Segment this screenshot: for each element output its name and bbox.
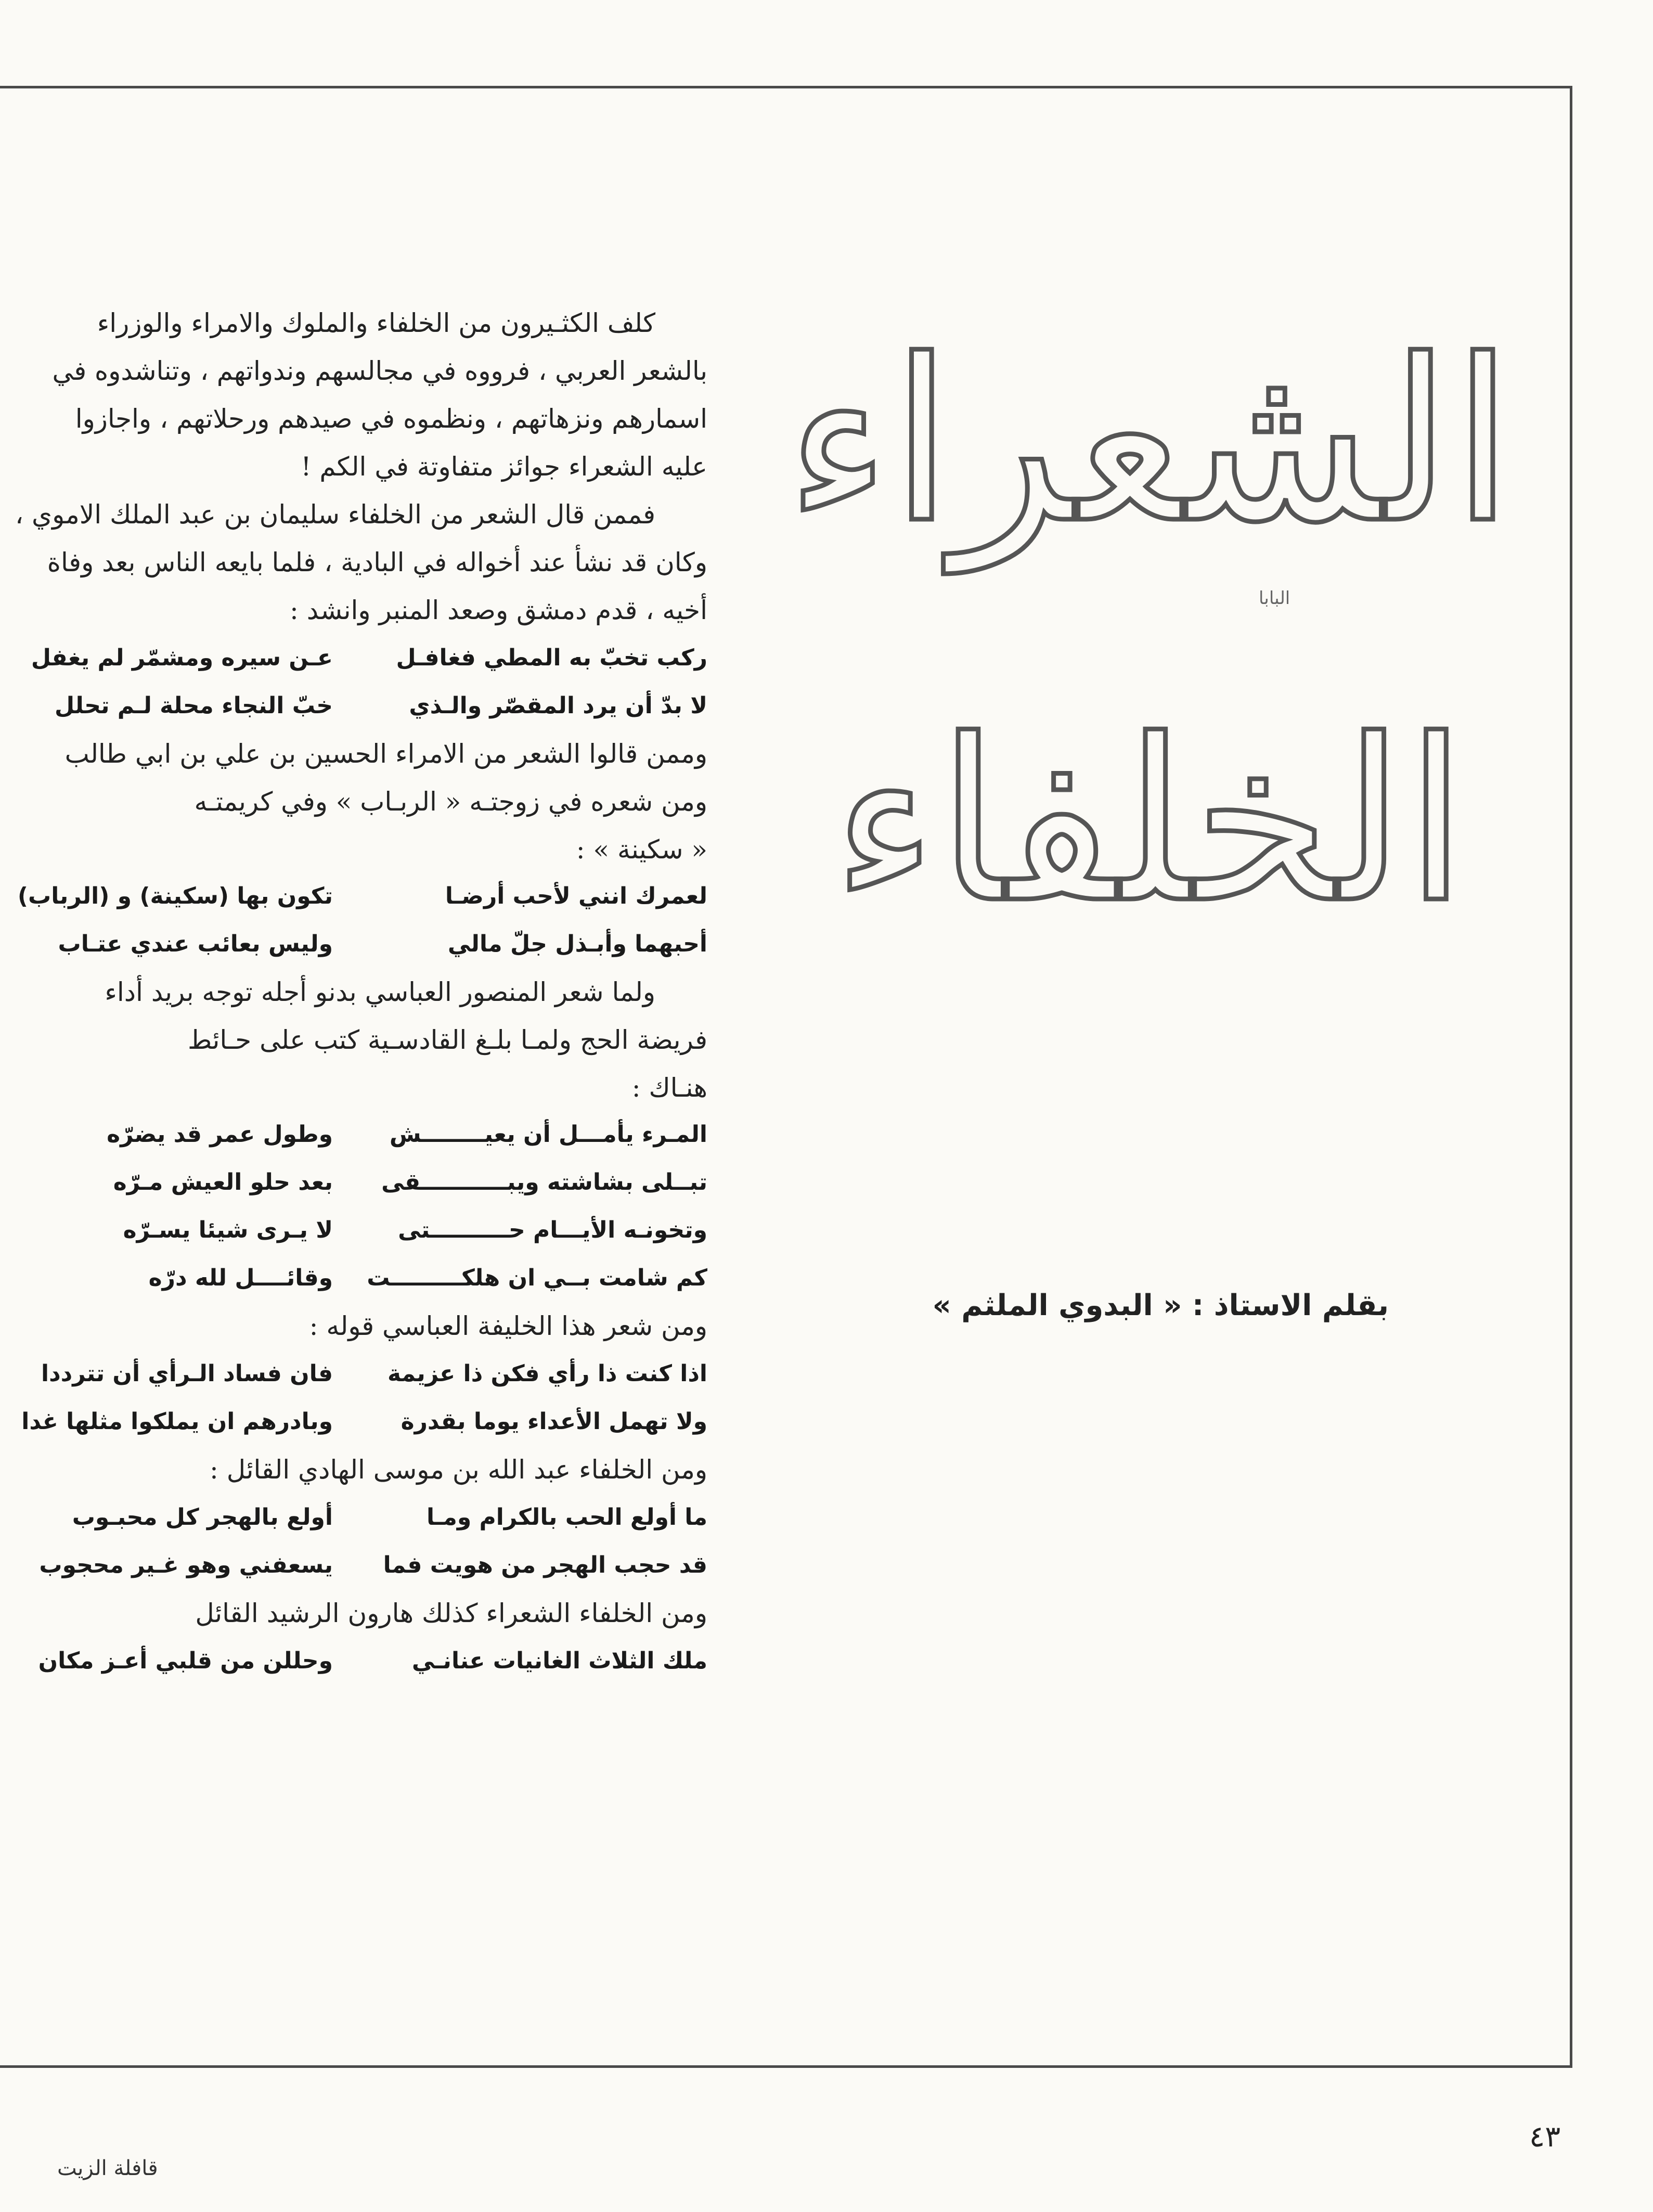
- frame-right-rule: [1570, 86, 1572, 2068]
- verse-second-hemistich: وقائــــل لله درّه: [148, 1265, 333, 1291]
- verse-line: [0, 1541, 707, 1589]
- frame-bottom-rule: [0, 2065, 1572, 2068]
- verse-first-hemistich: أحبهما وأبـذل جلّ مالي: [447, 931, 707, 957]
- verse-line: [0, 1637, 707, 1685]
- verse-second-hemistich: بعد حلو العيش مـرّه: [113, 1169, 333, 1195]
- verse-second-hemistich: وطول عمر قد يضرّه: [107, 1121, 333, 1148]
- paragraph-line: اسمارهم ونزهاتهم ، ونظموه في صيدهم ورحلاتهم ، واجازوا: [75, 404, 707, 434]
- title-line-2: الخلفاء: [832, 692, 1467, 952]
- frame-top-rule: [0, 86, 1572, 88]
- verse-first-hemistich: وتخونـه الأيـــام حــــــــــتى: [398, 1217, 707, 1243]
- verse-second-hemistich: تكون بها (سكينة) و (الرباب): [17, 883, 333, 909]
- paragraph-line: ومن شعره في زوجتـه « الربـاب » وفي كريمتـه: [194, 787, 707, 817]
- verse-line: [0, 634, 707, 682]
- paragraph-line: فريضة الحج ولمـا بلـغ القادسـية كتب على حـائط: [188, 1025, 707, 1055]
- verse-first-hemistich: ما أولع الحب بالكرام ومـا: [427, 1504, 707, 1531]
- verse-line: [0, 1206, 707, 1254]
- paragraph-line: ومن الخلفاء الشعراء كذلك هارون الرشيد القائل: [195, 1598, 707, 1628]
- title-line-1: الشعراء: [785, 312, 1514, 572]
- verse-line: [0, 1159, 707, 1206]
- paragraph-line: عليه الشعراء جوائز متفاوتة في الكم !: [301, 452, 707, 482]
- verse-second-hemistich: وحللن من قلبي أعـز مكان: [38, 1648, 333, 1674]
- verse-line: [0, 1398, 707, 1446]
- verse-second-hemistich: أولع بالهجر كل محبـوب: [72, 1504, 333, 1531]
- verse-line: [0, 682, 707, 730]
- paragraph-line: ولما شعر المنصور العباسي بدنو أجله توجه بريد أداء: [105, 977, 655, 1007]
- author-byline: بقلم الاستاذ : « البدوي الملثم »: [932, 1289, 1389, 1322]
- article-title: [780, 281, 1519, 1072]
- paragraph-line: « سكينة » :: [576, 834, 707, 865]
- verse-second-hemistich: يسعفني وهو غـير محجوب: [39, 1552, 333, 1578]
- paragraph-line: أخيه ، قدم دمشق وصعد المنبر وانشد :: [290, 595, 707, 625]
- verse-second-hemistich: وبادرهم ان يملكوا مثلها غدا: [21, 1408, 333, 1435]
- verse-second-hemistich: عـن سيره ومشمّر لم يغفل: [31, 645, 333, 671]
- verse-first-hemistich: كم شامت بــي ان هلكـــــــــت: [367, 1265, 707, 1291]
- verse-first-hemistich: المـرء يأمـــل أن يعيــــــــش: [389, 1121, 707, 1148]
- paragraph-line: وكان قد نشأ عند أخواله في البادية ، فلما بايعه الناس بعد وفاة: [47, 547, 707, 577]
- paragraph-line: ومن الخلفاء عبد الله بن موسى الهادي القائل :: [209, 1455, 707, 1485]
- verse-first-hemistich: تبــلى بشاشته ويبـــــــــــقى: [381, 1169, 707, 1195]
- paragraph-line: كلف الكثـيرون من الخلفاء والملوك والامراء والوزراء: [97, 308, 655, 338]
- verse-first-hemistich: لا بدّ أن يرد المقصّر والـذي: [409, 692, 707, 719]
- verse-line: [0, 920, 707, 968]
- verse-line: [0, 872, 707, 920]
- verse-line: [0, 1494, 707, 1541]
- verse-line: [0, 1254, 707, 1302]
- verse-line: [0, 1350, 707, 1398]
- verse-first-hemistich: قد حجب الهجر من هويت فما: [383, 1552, 707, 1578]
- paragraph-line: ومن شعر هذا الخليفة العباسي قوله :: [309, 1311, 707, 1341]
- verse-second-hemistich: وليس بعائب عندي عتـاب: [58, 931, 333, 957]
- paragraph-line: وممن قالوا الشعر من الامراء الحسين بن علي بن ابي طالب: [64, 739, 707, 769]
- paragraph-line: هنـاك :: [631, 1073, 707, 1103]
- verse-second-hemistich: فان فساد الـرأي أن تترددا: [41, 1360, 333, 1387]
- verse-first-hemistich: ركب تخبّ به المطي فغافـل: [396, 645, 707, 671]
- verse-first-hemistich: اذا كنت ذا رأي فكن ذا عزيمة: [388, 1360, 707, 1387]
- verse-line: [0, 1111, 707, 1159]
- verse-first-hemistich: ملك الثلاث الغانيات عنانـي: [411, 1648, 707, 1674]
- verse-first-hemistich: ولا تهمل الأعداء يوما بقدرة: [401, 1408, 707, 1435]
- verse-second-hemistich: لا يـرى شيئا يسـرّه: [123, 1217, 333, 1243]
- page-number: ٤٣: [1529, 2120, 1561, 2154]
- verse-second-hemistich: خبّ النجاء محلة لـم تحلل: [55, 692, 333, 719]
- verse-first-hemistich: لعمرك انني لأحب أرضـا: [445, 883, 707, 909]
- paragraph-line: فممن قال الشعر من الخلفاء سليمان بن عبد الملك الاموي ،: [15, 499, 655, 530]
- calligrapher-signature: البابا: [1259, 588, 1290, 609]
- paragraph-line: بالشعر العربي ، فرووه في مجالسهم وندواتهم ، وتناشدوه في: [52, 356, 707, 386]
- magazine-name: قافلة الزيت: [57, 2156, 158, 2180]
- article-body: [0, 299, 707, 1990]
